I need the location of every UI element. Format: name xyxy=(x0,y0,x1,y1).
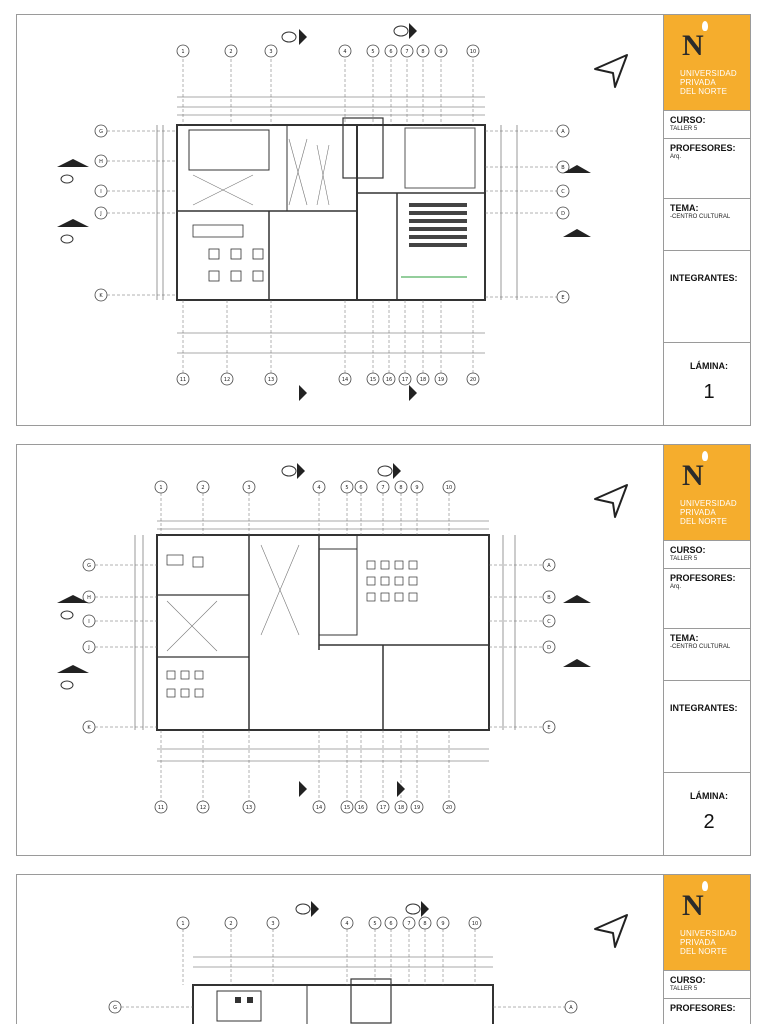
axis-bubble-top: 6 xyxy=(389,49,393,55)
north-arrow-icon xyxy=(595,485,627,517)
logo-n-icon: N xyxy=(682,459,704,492)
drawing-sheet-2 xyxy=(16,444,751,856)
axis-bubble-bottom: 12 xyxy=(223,377,231,383)
university-name: UNIVERSIDAD PRIVADA DEL NORTE xyxy=(680,929,737,956)
profesores-value: Arq. xyxy=(670,154,682,160)
section-marker-icon xyxy=(57,23,591,401)
university-logo xyxy=(664,445,751,541)
axis-bubble-bottom: 14 xyxy=(315,805,323,811)
curso-value: TALLER 5 xyxy=(670,986,698,992)
profesores-row xyxy=(664,139,751,199)
axis-bubble-top: 1 xyxy=(181,921,185,927)
profesores-label: PROFESORES: xyxy=(670,1003,736,1013)
axis-bubble-bottom: 18 xyxy=(397,805,405,811)
university-name: UNIVERSIDAD PRIVADA DEL NORTE xyxy=(680,499,737,526)
axis-bubble-bottom: 14 xyxy=(341,377,349,383)
axis-bubble-bottom: 18 xyxy=(419,377,427,383)
axis-bubble-bottom: 11 xyxy=(179,377,187,383)
axis-bubble-left: I xyxy=(100,189,102,195)
axis-bubble-bottom: 17 xyxy=(401,377,409,383)
axis-bubble-right: C xyxy=(547,619,551,625)
logo-n-icon: N xyxy=(682,889,704,922)
axis-bubble-bottom: 13 xyxy=(267,377,275,383)
integrantes-row xyxy=(664,251,751,343)
axis-bubble-left: K xyxy=(99,293,103,299)
axis-bubble-top: 8 xyxy=(423,921,427,927)
axis-bubble-top: 5 xyxy=(371,49,375,55)
axis-bubble-left: H xyxy=(99,159,103,165)
axis-bubble-top: 10 xyxy=(469,49,477,55)
profesores-row xyxy=(664,569,751,629)
axis-bubble-top: 2 xyxy=(229,49,233,55)
axis-bubble-bottom: 16 xyxy=(357,805,365,811)
curso-row xyxy=(664,541,751,569)
curso-value: TALLER 5 xyxy=(670,126,698,132)
section-marker-icon xyxy=(57,463,591,797)
axis-bubble-top: 8 xyxy=(421,49,425,55)
axis-bubble-top: 7 xyxy=(407,921,411,927)
integrantes-label: INTEGRANTES: xyxy=(670,703,738,713)
axis-bubble-left: G xyxy=(113,1005,117,1011)
tema-value: -CENTRO CULTURAL xyxy=(670,214,731,220)
tema-row xyxy=(664,199,751,251)
axis-bubble-top: 5 xyxy=(373,921,377,927)
curso-value: TALLER 5 xyxy=(670,556,698,562)
university-name: UNIVERSIDAD PRIVADA DEL NORTE xyxy=(680,69,737,96)
section-marker-icon xyxy=(296,901,429,917)
axis-bubble-bottom: 12 xyxy=(199,805,207,811)
axis-bubble-top: 3 xyxy=(271,921,275,927)
axis-bubble-bottom: 15 xyxy=(369,377,377,383)
lamina-label: LÁMINA: xyxy=(690,791,728,801)
axis-bubble-bottom: 13 xyxy=(245,805,253,811)
axis-bubble-left: G xyxy=(87,563,91,569)
university-logo xyxy=(664,15,751,111)
university-logo xyxy=(664,875,751,971)
axis-bubble-bottom: 20 xyxy=(469,377,477,383)
axis-bubble-top: 3 xyxy=(247,485,251,491)
axis-bubble-right: D xyxy=(547,645,551,651)
floor-plan-3 xyxy=(17,875,663,1024)
axis-bubble-right: E xyxy=(561,295,565,301)
axis-bubble-top: 7 xyxy=(405,49,409,55)
axis-bubble-right: A xyxy=(547,563,551,569)
axis-bubble-left: G xyxy=(99,129,103,135)
axis-bubble-top: 10 xyxy=(445,485,453,491)
floor-plan-1 xyxy=(17,15,663,426)
lamina-row xyxy=(664,773,751,856)
axis-bubble-top: 1 xyxy=(181,49,185,55)
axis-bubble-bottom: 15 xyxy=(343,805,351,811)
integrantes-label: INTEGRANTES: xyxy=(670,273,738,283)
profesores-label: PROFESORES: xyxy=(670,143,736,153)
axis-bubble-right: A xyxy=(569,1005,573,1011)
axis-bubble-bottom: 20 xyxy=(445,805,453,811)
lamina-number: 1 xyxy=(703,381,715,403)
axis-bubble-top: 4 xyxy=(343,49,347,55)
axis-bubble-top: 2 xyxy=(201,485,205,491)
north-arrow-icon xyxy=(595,55,627,87)
profesores-row xyxy=(664,999,751,1024)
axis-bubble-top: 9 xyxy=(439,49,443,55)
axis-bubble-top: 2 xyxy=(229,921,233,927)
integrantes-row xyxy=(664,681,751,773)
axis-bubble-right: C xyxy=(561,189,565,195)
drawing-sheet-1 xyxy=(16,14,751,426)
axis-bubble-top: 1 xyxy=(159,485,163,491)
curso-label: CURSO: xyxy=(670,545,706,555)
title-block xyxy=(663,875,751,1024)
axis-bubble-left: J xyxy=(88,645,90,651)
axis-bubble-top: 7 xyxy=(381,485,385,491)
north-arrow-icon xyxy=(595,915,627,947)
axis-bubble-left: H xyxy=(87,595,91,601)
axis-bubble-top: 4 xyxy=(345,921,349,927)
title-block xyxy=(663,15,751,426)
axis-bubble-right: D xyxy=(561,211,565,217)
axis-bubble-bottom: 11 xyxy=(157,805,165,811)
axis-bubble-right: E xyxy=(547,725,551,731)
axis-bubble-bottom: 17 xyxy=(379,805,387,811)
axis-bubble-right: B xyxy=(561,165,565,171)
axis-bubble-right: A xyxy=(561,129,565,135)
lamina-number: 2 xyxy=(703,811,715,833)
axis-bubble-top: 8 xyxy=(399,485,403,491)
curso-label: CURSO: xyxy=(670,115,706,125)
profesores-label: PROFESORES: xyxy=(670,573,736,583)
drawing-sheet-3 xyxy=(16,874,751,1024)
lamina-row xyxy=(664,343,751,426)
axis-bubble-bottom: 19 xyxy=(437,377,445,383)
axis-bubble-bottom: 16 xyxy=(385,377,393,383)
tema-value: -CENTRO CULTURAL xyxy=(670,644,731,650)
axis-bubble-top: 6 xyxy=(359,485,363,491)
axis-bubble-top: 5 xyxy=(345,485,349,491)
axis-bubble-left: I xyxy=(88,619,90,625)
tema-label: TEMA: xyxy=(670,633,699,643)
axis-bubble-top: 9 xyxy=(415,485,419,491)
logo-n-icon: N xyxy=(682,29,704,62)
profesores-value: Arq. xyxy=(670,584,682,590)
axis-bubble-top: 6 xyxy=(389,921,393,927)
floor-plan-2 xyxy=(17,445,663,856)
axis-bubble-top: 9 xyxy=(441,921,445,927)
lamina-label: LÁMINA: xyxy=(690,361,728,371)
axis-bubble-top: 4 xyxy=(317,485,321,491)
axis-bubble-bottom: 19 xyxy=(413,805,421,811)
axis-bubble-right: B xyxy=(547,595,551,601)
curso-row xyxy=(664,111,751,139)
axis-bubble-top: 10 xyxy=(471,921,479,927)
axis-bubble-left: J xyxy=(100,211,102,217)
curso-row xyxy=(664,971,751,999)
curso-label: CURSO: xyxy=(670,975,706,985)
axis-bubble-left: K xyxy=(87,725,91,731)
tema-label: TEMA: xyxy=(670,203,699,213)
tema-row xyxy=(664,629,751,681)
axis-bubble-top: 3 xyxy=(269,49,273,55)
title-block xyxy=(663,445,751,856)
